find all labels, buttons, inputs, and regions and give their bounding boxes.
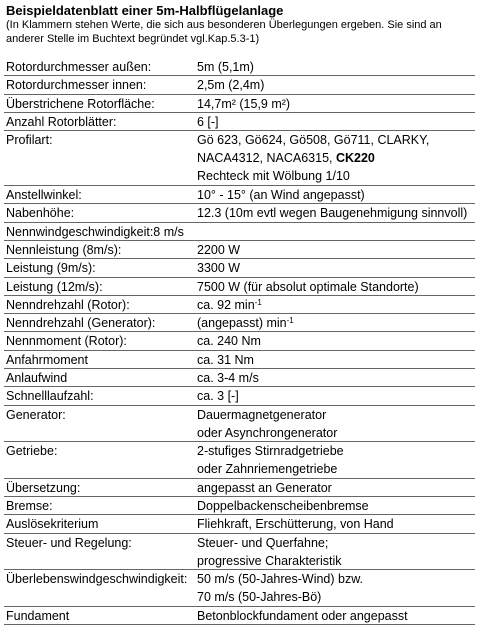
spec-value-line (197, 314, 294, 332)
spec-value-line (197, 296, 262, 314)
spec-value (197, 58, 254, 76)
spec-label: Anzahl Rotorblätter: (6, 114, 117, 129)
note-line-1: (In Klammern stehen Werte, die sich aus besonderen Überlegungen ergeben. Sie sind an (6, 19, 442, 31)
spec-value-text: Dauermagnetgenerator (197, 407, 327, 422)
spec-value-line (197, 259, 240, 277)
spec-value-line (197, 387, 239, 405)
spec-value-text: Fliehkraft, Erschütterung, von Hand (197, 517, 394, 532)
spec-value (197, 259, 240, 277)
spec-label: Auslösekriterium (6, 517, 99, 532)
spec-label: Fundament (6, 608, 70, 623)
spec-row (0, 259, 479, 277)
spec-label: Generator: (6, 407, 66, 422)
spec-row (0, 186, 479, 204)
spec-value-line (197, 442, 344, 460)
spec-value (197, 607, 408, 625)
spec-value-line (197, 278, 419, 296)
spec-row (0, 58, 479, 76)
spec-value-text: 70 m/s (50-Jahres-Bö) (197, 590, 322, 605)
spec-label: Nabenhöhe: (6, 206, 75, 221)
spec-row (0, 113, 479, 131)
spec-label: Anlaufwind (6, 371, 68, 386)
spec-label: Schnelllaufzahl: (6, 389, 94, 404)
spec-row (0, 95, 479, 113)
spec-value (197, 76, 264, 94)
spec-value (197, 296, 262, 314)
spec-value-text: angepasst an Generator (197, 480, 332, 495)
spec-value-line (197, 607, 408, 625)
spec-value-text: 14,7m² (15,9 m²) (197, 96, 291, 111)
spec-value-text: Rechteck mit Wölbung 1/10 (197, 169, 350, 184)
spec-label: Bremse: (6, 499, 53, 514)
intro-note (6, 18, 442, 46)
spec-value-text: NACA4312, NACA6315, (197, 151, 336, 166)
spec-value-line (197, 351, 254, 369)
spec-value-line (197, 424, 337, 442)
spec-value-text: 2200 W (197, 242, 241, 257)
spec-row (0, 497, 479, 515)
spec-value (197, 406, 337, 442)
spec-value-text: 3300 W (197, 261, 241, 276)
spec-value (197, 515, 394, 533)
spec-label: Leistung (9m/s): (6, 261, 96, 276)
spec-value-line (197, 588, 363, 606)
spec-value-line (197, 204, 467, 222)
spec-value-text: ca. 31 Nm (197, 352, 254, 367)
spec-value (197, 332, 261, 350)
spec-value-line (197, 534, 342, 552)
spec-row (0, 223, 479, 241)
spec-value-line (197, 167, 429, 185)
spec-label: Übersetzung: (6, 480, 81, 495)
spec-value-line (197, 332, 261, 350)
spec-label: Nennleistung (8m/s): (6, 242, 122, 257)
spec-value (197, 186, 365, 204)
spec-row (0, 406, 479, 443)
spec-label: Rotordurchmesser innen: (6, 78, 147, 93)
spec-value-line (197, 552, 342, 570)
spec-value-line (197, 497, 369, 515)
spec-value-line (197, 241, 240, 259)
spec-label: Überstrichene Rotorfläche: (6, 96, 155, 111)
spec-label: Überlebenswindgeschwindigkeit: (6, 572, 188, 587)
spec-value (197, 369, 259, 387)
spec-value-line (197, 406, 337, 424)
spec-value-line (197, 369, 259, 387)
profile-highlight: CK220 (335, 151, 375, 166)
spec-value (197, 241, 240, 259)
spec-row (0, 442, 479, 479)
spec-value-text: oder Zahnriemengetriebe (197, 462, 338, 477)
unit-exponent: -1 (286, 316, 294, 326)
spec-value-line (197, 460, 344, 478)
spec-row (0, 607, 479, 625)
unit-exponent: -1 (254, 297, 262, 307)
spec-value-text: 2-stufiges Stirnradgetriebe (197, 444, 344, 459)
spec-value (197, 278, 419, 296)
spec-value (197, 351, 254, 369)
note-line-2: anderer Stelle im Buchtext begründet vgl.Kap.5.3-1) (6, 33, 260, 45)
spec-value (197, 570, 363, 606)
spec-row (0, 351, 479, 369)
spec-row (0, 570, 479, 607)
spec-table (0, 58, 479, 625)
spec-value-text: 10° - 15° (an Wind angepasst) (197, 188, 365, 203)
spec-value-text: 6 [-] (197, 114, 219, 129)
spec-value (197, 314, 294, 332)
spec-value-line (197, 149, 429, 167)
spec-value-text: 5m (5,1m) (197, 60, 254, 74)
spec-value-text: ca. 3 [-] (197, 389, 239, 404)
spec-row (0, 387, 479, 405)
spec-value (197, 204, 467, 222)
spec-row (0, 479, 479, 497)
spec-value-line (197, 58, 254, 76)
spec-value-line (197, 95, 290, 113)
spec-row (0, 204, 479, 222)
spec-value (197, 387, 239, 405)
spec-label: Steuer- und Regelung: (6, 535, 132, 550)
spec-value (197, 113, 219, 131)
spec-label: Profilart: (6, 133, 53, 148)
spec-value-text: ca. 92 min (197, 297, 255, 312)
spec-label: Rotordurchmesser außen: (6, 60, 152, 74)
spec-value-line (197, 113, 219, 131)
spec-label: Nennwindgeschwindigkeit:8 m/s (6, 224, 184, 239)
spec-value-line (197, 479, 332, 497)
spec-value-text: progressive Charakteristik (197, 553, 342, 568)
spec-row (0, 76, 479, 94)
spec-label: Nenndrehzahl (Generator): (6, 316, 156, 331)
spec-value-text: Betonblockfundament oder angepasst (197, 608, 408, 623)
spec-value-text: 2,5m (2,4m) (197, 78, 265, 93)
spec-value-text: ca. 3-4 m/s (197, 371, 259, 386)
spec-value (197, 479, 332, 497)
spec-label: Anstellwinkel: (6, 188, 82, 203)
spec-label: Getriebe: (6, 444, 58, 459)
spec-value (197, 131, 429, 185)
spec-label: Anfahrmoment (6, 352, 88, 367)
spec-row (0, 332, 479, 350)
spec-label: Nenndrehzahl (Rotor): (6, 297, 130, 312)
spec-row (0, 515, 479, 533)
spec-value-line (197, 131, 429, 149)
spec-value (197, 95, 290, 113)
spec-value-line (197, 76, 264, 94)
spec-value (197, 534, 342, 570)
spec-row (0, 131, 479, 186)
spec-label: Nennmoment (Rotor): (6, 334, 127, 349)
spec-value-text: Gö 623, Gö624, Gö508, Gö711, CLARKY, (197, 133, 430, 148)
spec-row (0, 534, 479, 571)
spec-value-text: oder Asynchrongenerator (197, 425, 338, 440)
spec-value (197, 497, 369, 515)
spec-row (0, 278, 479, 296)
spec-value-text: Steuer- und Querfahne; (197, 535, 329, 550)
spec-value-line (197, 515, 394, 533)
spec-value-text: 7500 W (für absolut optimale Standorte) (197, 279, 419, 294)
spec-value (197, 442, 344, 478)
spec-row (0, 241, 479, 259)
page-title: Beispieldatenblatt einer 5m-Halbflügelanlage (6, 3, 284, 18)
spec-value-text: 12.3 (10m evtl wegen Baugenehmigung sinnvoll) (197, 206, 468, 221)
spec-row (0, 296, 479, 314)
spec-value-text: Doppelbackenscheibenbremse (197, 499, 369, 514)
spec-row (0, 314, 479, 332)
spec-label: Leistung (12m/s): (6, 279, 103, 294)
spec-value-line (197, 570, 363, 588)
spec-row (0, 369, 479, 387)
spec-value-text: ca. 240 Nm (197, 334, 261, 349)
spec-value-text: 50 m/s (50-Jahres-Wind) bzw. (197, 572, 364, 587)
spec-value-line (197, 186, 365, 204)
spec-value-text: (angepasst) min (197, 316, 287, 331)
